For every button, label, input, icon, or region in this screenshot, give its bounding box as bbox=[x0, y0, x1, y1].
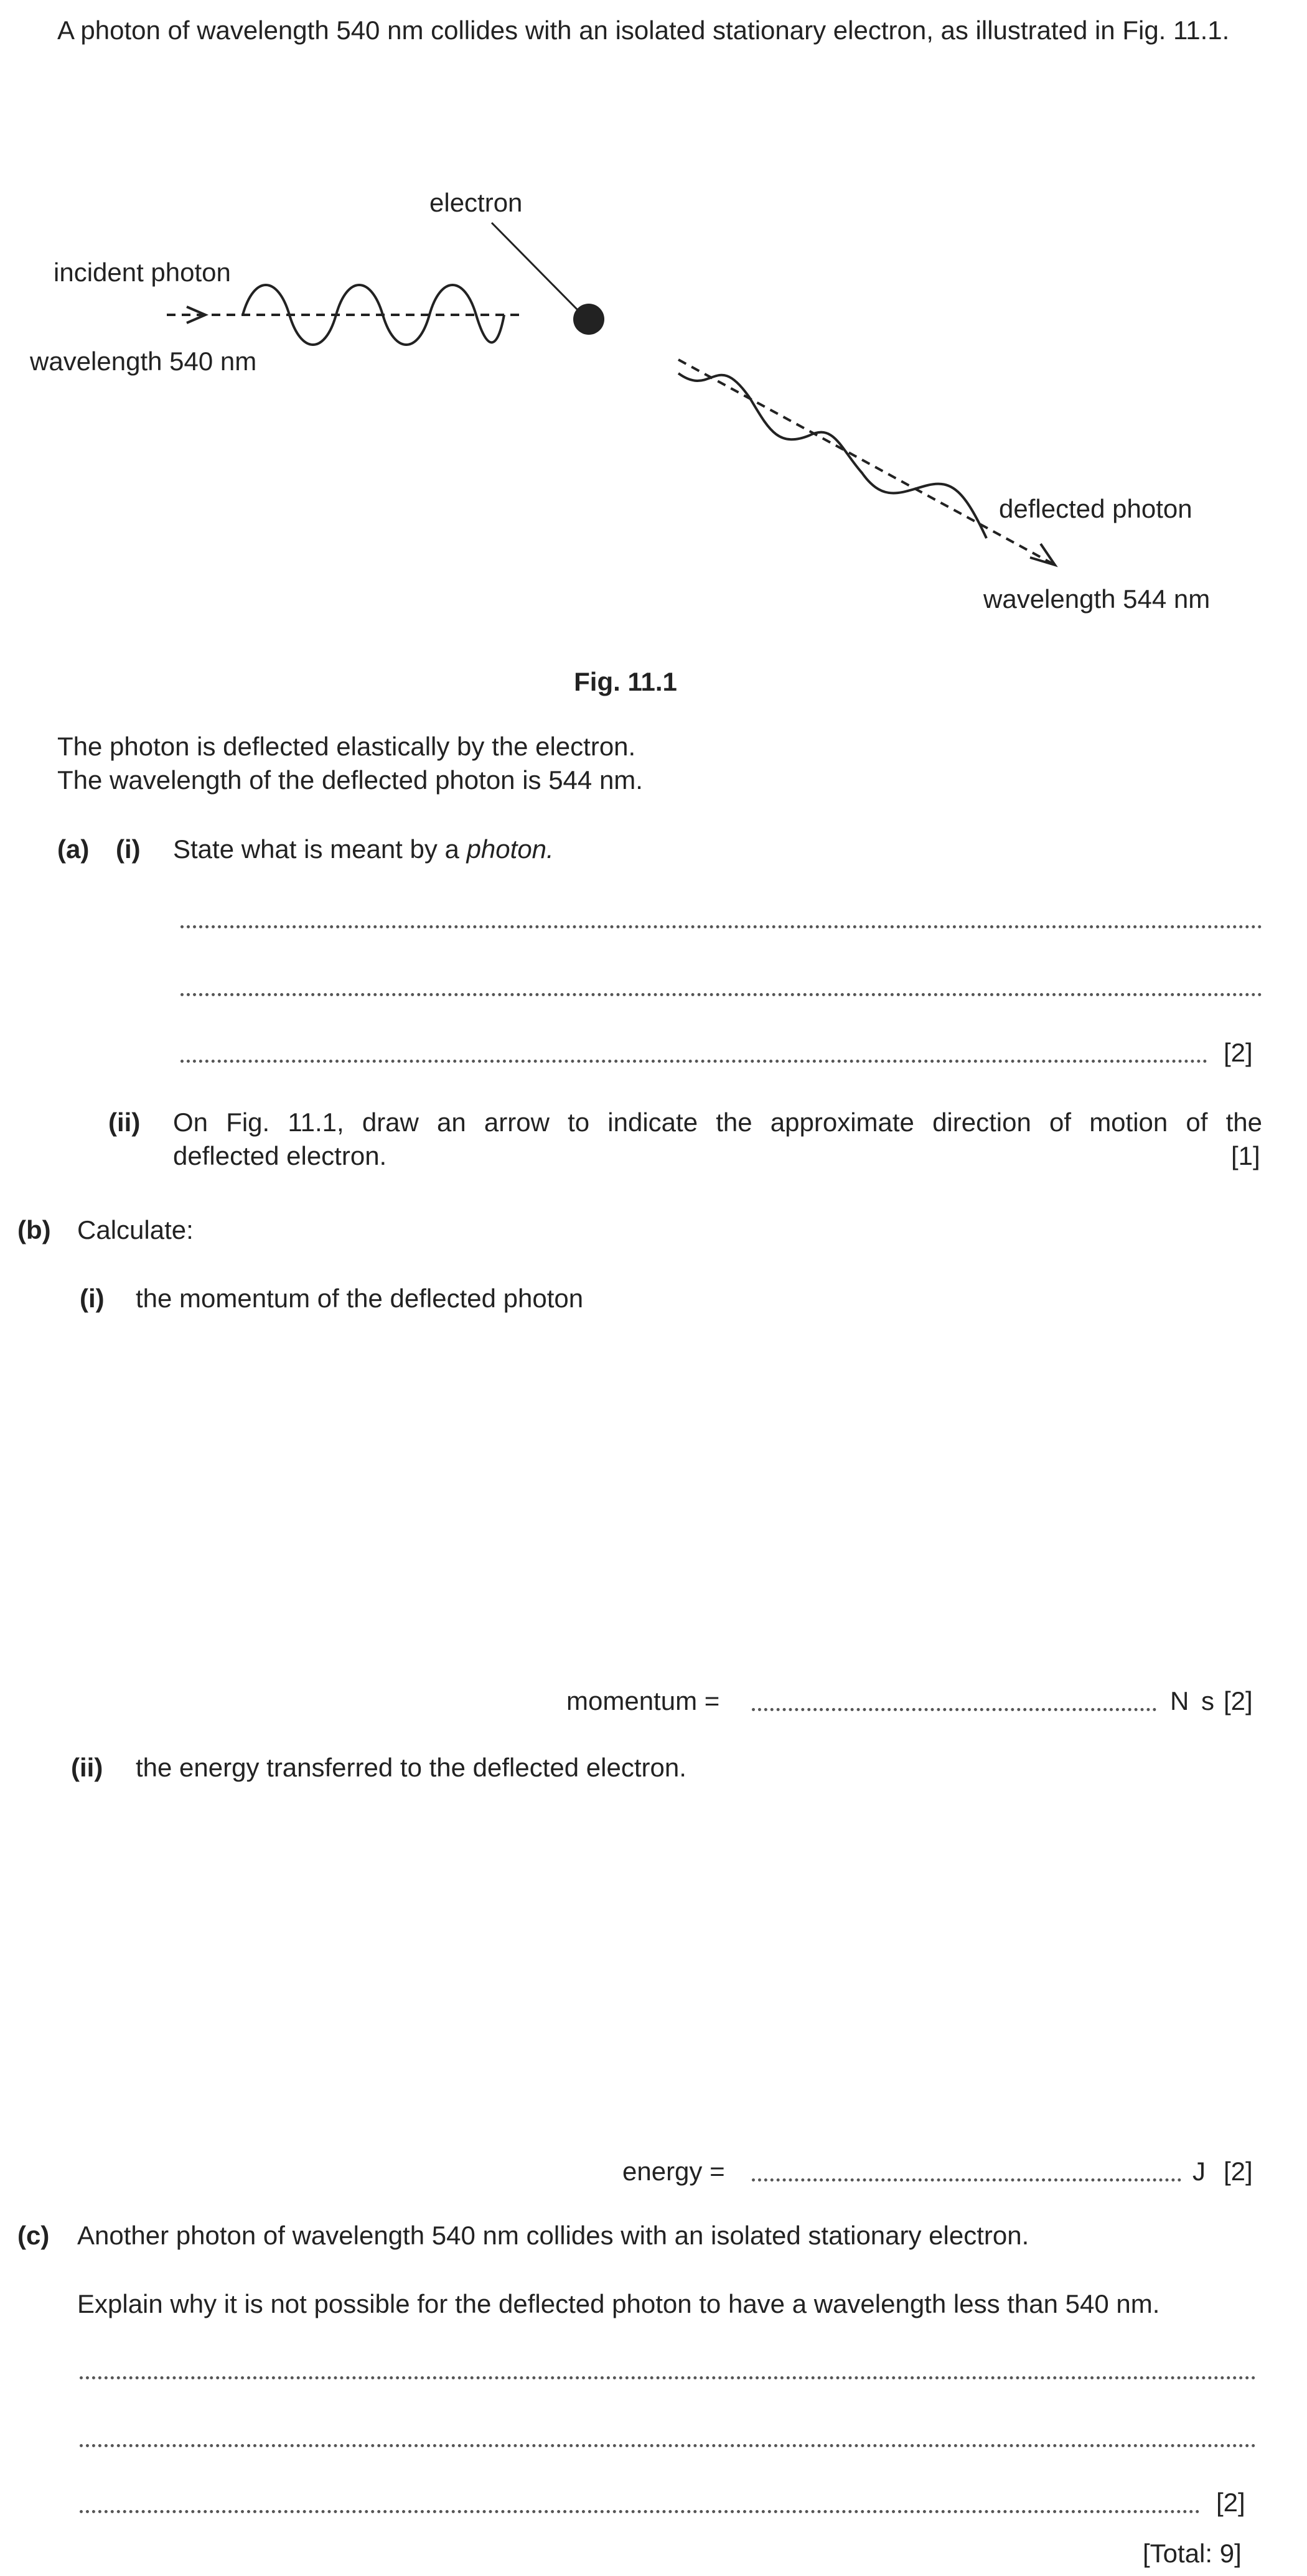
statement-elastic: The photon is deflected elastically by the electron. bbox=[57, 732, 636, 761]
part-a-i-marks: [2] bbox=[1224, 1038, 1253, 1067]
part-c-label: (c) bbox=[17, 2221, 50, 2250]
label-deflected-photon: deflected photon bbox=[999, 494, 1192, 523]
part-b-ii-text: the energy transferred to the deflected electron. bbox=[136, 1753, 686, 1782]
part-b-ii-label: (ii) bbox=[71, 1753, 103, 1782]
answer-line-a-i-1[interactable] bbox=[180, 925, 1262, 928]
figure-caption: Fig. 11.1 bbox=[574, 667, 677, 696]
incident-wave bbox=[243, 285, 504, 345]
part-c-text-2: Explain why it is not possible for the deflected photon to have a wavelength less than 540 nm. bbox=[77, 2289, 1160, 2318]
part-a-ii-marks: [1] bbox=[1231, 1141, 1260, 1170]
part-b-text: Calculate: bbox=[77, 1215, 194, 1244]
answer-line-c-3[interactable] bbox=[80, 2510, 1200, 2513]
part-a-ii-text-line1: On Fig. 11.1, draw an arrow to indicate the approximate direction of motion of the bbox=[173, 1108, 1262, 1137]
part-c-text-1: Another photon of wavelength 540 nm collides with an isolated stationary electron. bbox=[77, 2221, 1029, 2250]
energy-unit: J bbox=[1192, 2157, 1206, 2186]
total-marks: [Total: 9] bbox=[1143, 2539, 1242, 2568]
part-a-i-question bbox=[173, 833, 554, 866]
part-a-ii-text-line2: deflected electron. bbox=[173, 1141, 387, 1170]
answer-line-c-2[interactable] bbox=[80, 2444, 1256, 2447]
intro-text: A photon of wavelength 540 nm collides with an isolated stationary electron, as illustrated in Fig. 11.1. bbox=[57, 16, 1230, 45]
electron-dot bbox=[573, 304, 604, 335]
momentum-unit: N s bbox=[1170, 1686, 1217, 1715]
part-b-ii-marks: [2] bbox=[1224, 2157, 1253, 2186]
momentum-answer-line[interactable] bbox=[752, 1708, 1156, 1711]
figure-11-1 bbox=[0, 180, 1307, 696]
part-b-i-label: (i) bbox=[80, 1284, 105, 1313]
part-b-i-text: the momentum of the deflected photon bbox=[136, 1284, 584, 1313]
part-b-i-marks: [2] bbox=[1224, 1686, 1253, 1715]
part-a-label: (a) bbox=[57, 834, 90, 864]
label-electron: electron bbox=[429, 188, 523, 217]
part-a-i-text: State what is meant by a bbox=[173, 834, 467, 864]
momentum-answer-label: momentum = bbox=[566, 1686, 720, 1715]
answer-line-a-i-3[interactable] bbox=[180, 1060, 1207, 1063]
answer-line-c-1[interactable] bbox=[80, 2376, 1256, 2379]
deflected-dashed-line bbox=[678, 360, 1055, 565]
part-a-ii-label: (ii) bbox=[108, 1108, 141, 1137]
part-c-marks: [2] bbox=[1216, 2488, 1245, 2517]
label-deflected-wavelength: wavelength 544 nm bbox=[983, 584, 1211, 614]
energy-answer-line[interactable] bbox=[752, 2178, 1181, 2182]
part-b-label: (b) bbox=[17, 1215, 51, 1244]
statement-wavelength: The wavelength of the deflected photon is 544 nm. bbox=[57, 765, 643, 795]
label-incident-photon: incident photon bbox=[54, 258, 231, 287]
energy-answer-label: energy = bbox=[622, 2157, 725, 2186]
deflected-wave bbox=[678, 373, 986, 538]
answer-line-a-i-2[interactable] bbox=[180, 993, 1262, 996]
part-a-i-label: (i) bbox=[116, 834, 141, 864]
part-a-i-italic: photon. bbox=[466, 834, 554, 864]
electron-pointer-line bbox=[492, 223, 578, 310]
label-incident-wavelength: wavelength 540 nm bbox=[30, 347, 257, 376]
